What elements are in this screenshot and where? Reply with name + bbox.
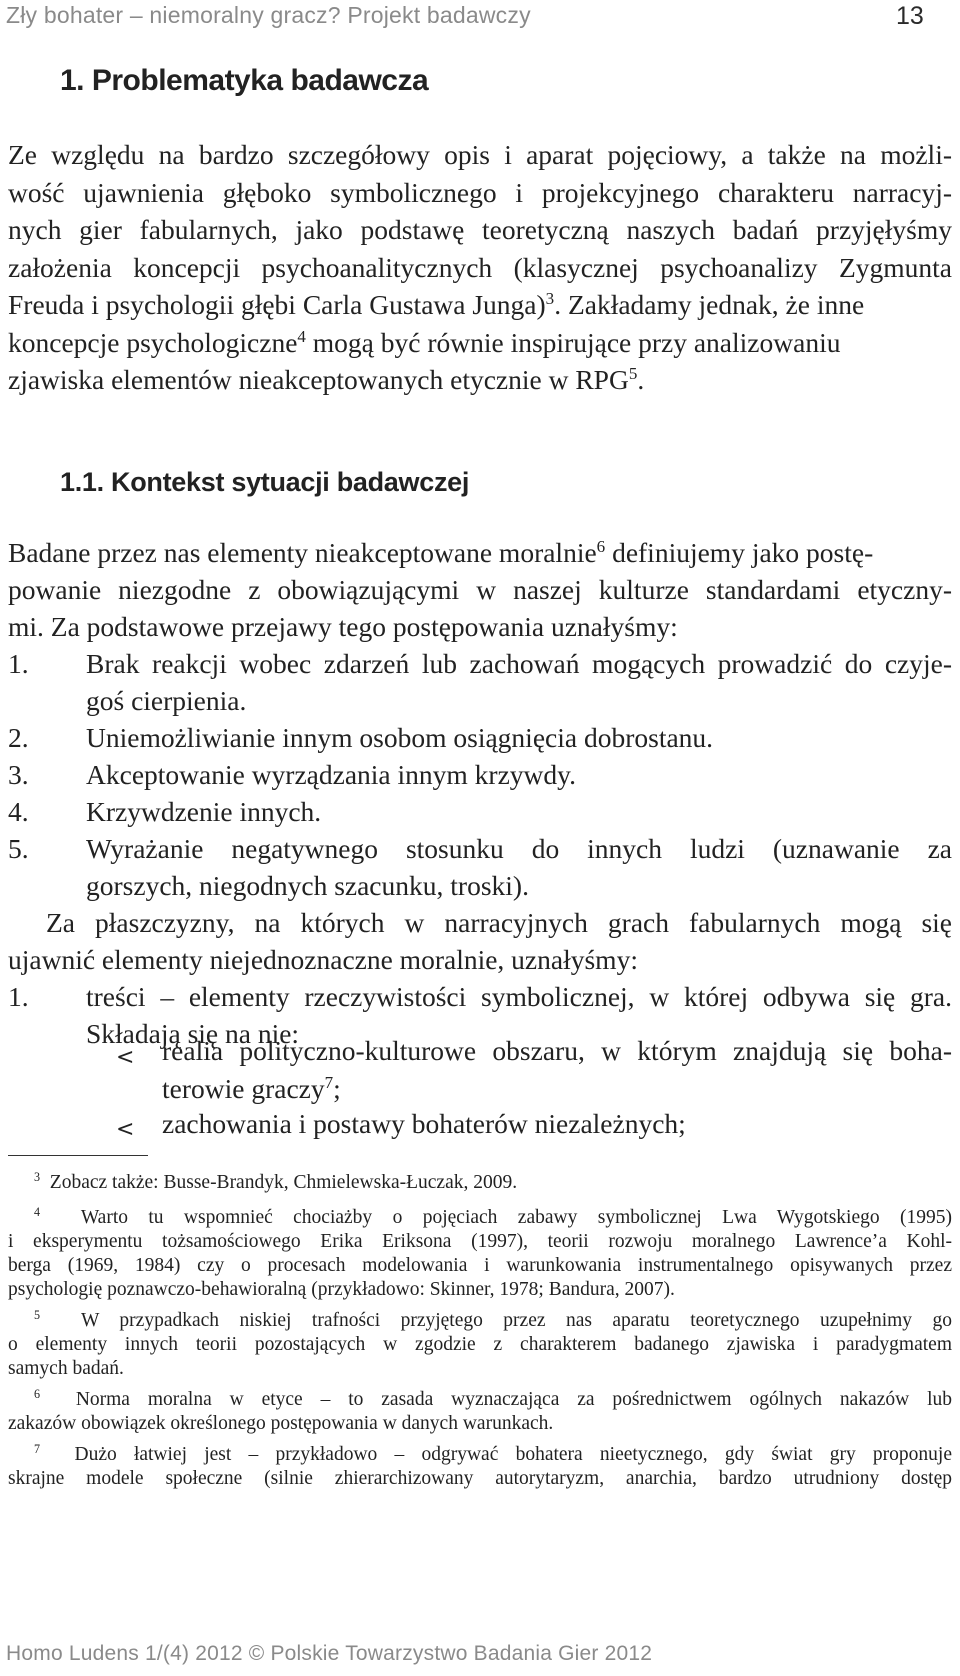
text-run: zjawiska elementów nieakceptowanych etycznie w RPG [8, 364, 629, 395]
footnote-number: 6 [34, 1386, 41, 1401]
footnote-text: W przypadkach niskiej trafności przyjętego przez nas aparatu teoretycznego uzupełnimy go [80, 1310, 953, 1331]
chevron-left-icon: < [116, 1045, 135, 1070]
footnote-number: 3 [34, 1169, 41, 1184]
paragraph-line: nych gier fabularnych, jako podstawę teoretyczną naszych badań przyjęłyśmy [8, 214, 952, 245]
paragraph-line [8, 534, 873, 572]
footnote-line: berga (1969, 1984) czy o procesach modelowania i warunkowania instrumentalnego opisywanych przez [8, 1255, 952, 1276]
subsection-heading: 1.1. Kontekst sytuacji badawczej [60, 467, 470, 497]
footnote-text: Dużo łatwiej jest – przykładowo – odgrywać bohatera nieetycznego, gdy świat gry proponuje [74, 1444, 952, 1465]
footnote-4 [34, 1205, 952, 1231]
list-item: Akceptowanie wyrządzania innym krzywdy. [86, 759, 576, 790]
footnote-5 [34, 1308, 952, 1334]
text-run: Freuda i psychologii głębi Carla Gustawa Junga) [8, 289, 546, 320]
paragraph-line: powanie niezgodne z obowiązującymi w naszej kulturze standardami etyczny- [8, 574, 952, 605]
list-number: 3. [8, 759, 29, 790]
text-run: koncepcje psychologiczne [8, 327, 298, 358]
paragraph-line: Za płaszczyzny, na których w narracyjnych grach fabularnych mogą się [46, 907, 952, 938]
footnote-line: i eksperymentu tożsamościowego Erika Eriksona (1997), teorii rozwoju moralnego Lawrence’a Kohl- [8, 1231, 952, 1252]
paragraph-line [8, 324, 840, 362]
chevron-left-icon: < [116, 1117, 135, 1142]
page-footer: Homo Ludens 1/(4) 2012 © Polskie Towarzystwo Badania Gier 2012 [6, 1642, 653, 1665]
text-run: definiujemy jako postę- [605, 537, 874, 568]
footnote-ref: 7 [324, 1072, 334, 1092]
list-number: 5. [8, 833, 29, 864]
list-item: treści – elementy rzeczywistości symbolicznej, w której odbywa się gra. [86, 981, 952, 1012]
footnote-3 [34, 1170, 517, 1196]
paragraph-line [8, 286, 864, 324]
footnote-ref: 3 [545, 288, 555, 308]
text-run: terowie graczy [162, 1073, 325, 1104]
list-number: 2. [8, 722, 29, 753]
list-item: gorszych, niegodnych szacunku, troski). [86, 870, 529, 901]
paragraph-line: wość ujawnienia głęboko symbolicznego i projekcyjnego charakteru narracyj- [8, 177, 952, 208]
running-title: Zły bohater – niemoralny gracz? Projekt badawczy [6, 2, 531, 28]
paragraph-line: założenia koncepcji psychoanalitycznych (klasycznej psychoanalizy Zygmunta [8, 252, 952, 283]
footnote-ref: 6 [596, 536, 606, 556]
page-number: 13 [896, 2, 924, 30]
footnote-number: 7 [34, 1441, 41, 1456]
bullet-item: zachowania i postawy bohaterów niezależnych; [162, 1108, 686, 1139]
footnote-ref: 5 [628, 363, 638, 383]
footnote-line: skrajne modele społeczne (silnie zhierarchizowany autorytaryzm, anarchia, bardzo utrudniony dostęp [8, 1468, 952, 1489]
footnote-line: samych badań. [8, 1358, 124, 1379]
list-item: Wyrażanie negatywnego stosunku do innych ludzi (uznawanie za [86, 833, 952, 864]
paragraph-line: mi. Za podstawowe przejawy tego postępowania uznałyśmy: [8, 611, 678, 642]
list-item: Krzywdzenie innych. [86, 796, 322, 827]
footnote-divider [8, 1155, 148, 1156]
footnote-7 [34, 1442, 952, 1468]
list-number: 1. [8, 981, 29, 1012]
text-run: . [637, 364, 645, 395]
footnote-text: Norma moralna w etyce – to zasada wyznaczająca za pośrednictwem ogólnych nakazów lub [75, 1389, 952, 1410]
footnote-line: zakazów obowiązek określonego postępowania w danych warunkach. [8, 1413, 554, 1434]
footnote-line: psychologię poznawczo-behawioralną (przykładowo: Skinner, 1978; Bandura, 2007). [8, 1279, 675, 1300]
text-run: mogą być równie inspirujące przy analizowaniu [305, 327, 841, 358]
list-item: goś cierpienia. [86, 685, 247, 716]
paragraph-line: Ze względu na bardzo szczegółowy opis i aparat pojęciowy, a także na możli- [8, 139, 952, 170]
bullet-item: realia polityczno-kulturowe obszaru, w którym znajdują się boha- [162, 1035, 952, 1066]
text-run: Badane przez nas elementy nieakceptowane moralnie [8, 537, 597, 568]
bullet-item [162, 1070, 341, 1108]
footnote-text: Zobacz także: Busse-Brandyk, Chmielewska-Łuczak, 2009. [49, 1172, 518, 1193]
footnote-number: 4 [34, 1204, 41, 1219]
list-item: Brak reakcji wobec zdarzeń lub zachowań mogących prowadzić do czyje- [86, 648, 952, 679]
list-number: 1. [8, 648, 29, 679]
text-run: ; [333, 1073, 341, 1104]
text-run: . Zakładamy jednak, że inne [554, 289, 865, 320]
section-heading: 1. Problematyka badawcza [60, 64, 429, 97]
footnote-ref: 4 [297, 326, 306, 346]
footnote-6 [34, 1387, 952, 1413]
paragraph-line [8, 361, 644, 399]
list-number: 4. [8, 796, 29, 827]
footnote-text: Warto tu wspomnieć chociażby o pojęciach zabawy symbolicznej Lwa Wygotskiego (1995) [80, 1207, 952, 1228]
paragraph-line: ujawnić elementy niejednoznaczne moralnie, uznałyśmy: [8, 944, 638, 975]
list-item: Uniemożliwianie innym osobom osiągnięcia dobrostanu. [86, 722, 714, 753]
footnote-number: 5 [34, 1307, 41, 1322]
footnote-line: o elementy innych teorii pozostających w zgodzie z charakterem badanego zjawiska i paradygmatem [8, 1334, 952, 1355]
list-item: Składają się na nie: [86, 1018, 300, 1049]
